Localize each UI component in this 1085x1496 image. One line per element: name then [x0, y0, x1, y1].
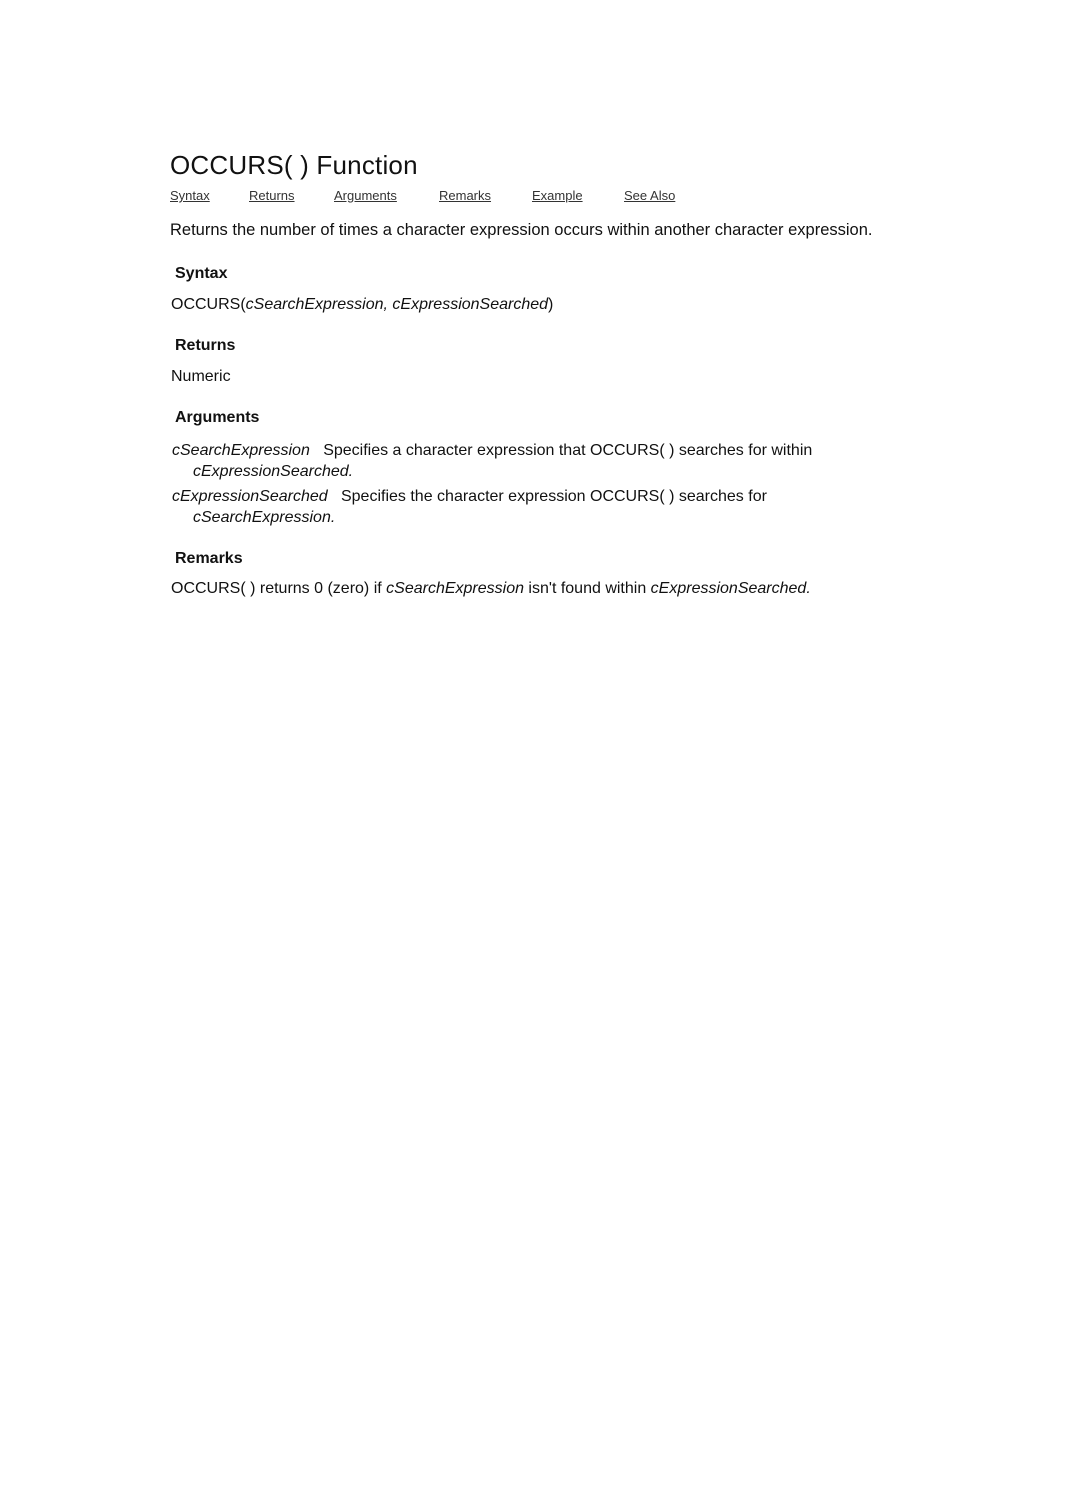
remarks-term-2: cExpressionSearched — [650, 580, 807, 597]
returns-value: Numeric — [171, 368, 231, 385]
syntax-close: ) — [548, 296, 554, 313]
argument-ref: cSearchExpression — [193, 509, 331, 526]
remarks-text — [171, 580, 811, 598]
remarks-heading: Remarks — [175, 550, 243, 567]
nav-link-returns[interactable]: Returns — [249, 188, 295, 203]
nav-link-arguments[interactable]: Arguments — [334, 188, 397, 203]
syntax-heading: Syntax — [175, 265, 228, 282]
page-title: OCCURS( ) Function — [170, 150, 418, 180]
syntax-param-2: cExpressionSearched — [392, 296, 549, 313]
argument-end: . — [330, 509, 336, 526]
syntax-func: OCCURS( — [171, 296, 246, 313]
function-summary: Returns the number of times a character expression occurs within another character expression. — [170, 221, 873, 239]
returns-heading: Returns — [175, 337, 236, 354]
argument-description: Specifies a character expression that OCCURS( ) searches for within — [323, 442, 813, 459]
argument-item — [172, 440, 932, 482]
remarks-term-1: cSearchExpression — [386, 580, 524, 597]
syntax-signature — [171, 296, 553, 314]
remarks-part-2: isn't found within — [523, 580, 651, 597]
argument-description: Specifies the character expression OCCURS( ) searches for — [340, 488, 767, 505]
remarks-part-1: OCCURS( ) returns 0 (zero) if — [171, 580, 387, 597]
argument-continuation — [172, 507, 932, 528]
nav-link-example[interactable]: Example — [532, 188, 583, 203]
argument-continuation — [172, 461, 932, 482]
syntax-param-1: cSearchExpression — [245, 296, 384, 313]
argument-name: cSearchExpression — [172, 442, 310, 459]
remarks-end: . — [806, 580, 811, 597]
argument-ref: cExpressionSearched — [193, 463, 349, 480]
arguments-heading: Arguments — [175, 409, 260, 426]
argument-end: . — [348, 463, 354, 480]
syntax-separator: , — [383, 296, 393, 313]
nav-link-see-also[interactable]: See Also — [624, 188, 676, 203]
nav-link-remarks[interactable]: Remarks — [439, 188, 492, 203]
argument-item — [172, 486, 932, 528]
nav-link-syntax[interactable]: Syntax — [170, 188, 210, 203]
argument-name: cExpressionSearched — [172, 488, 328, 505]
